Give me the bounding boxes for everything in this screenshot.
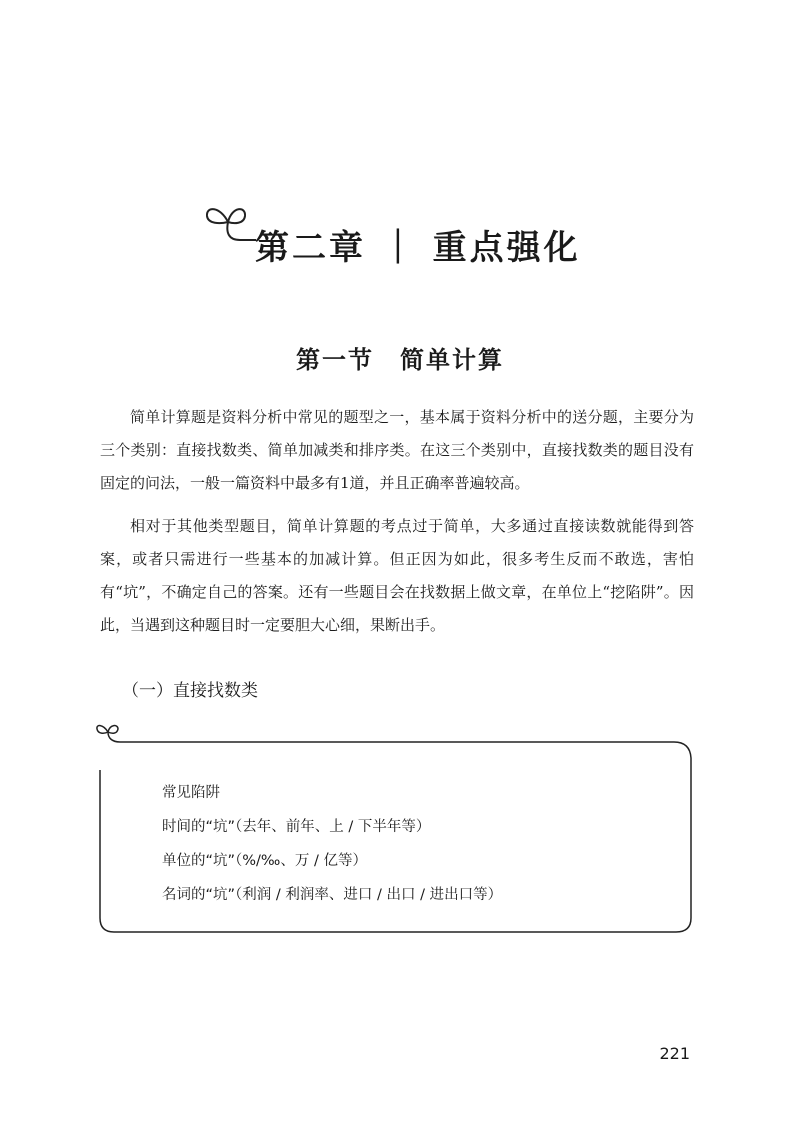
page-number: 221 bbox=[659, 1044, 690, 1063]
intro-paragraph-1: 简单计算题是资料分析中常见的题型之一，基本属于资料分析中的送分题，主要分为三个类别：直接找数类、简单加减类和排序类。在这三个类别中，直接找数类的题目没有固定的问法，一般一篇资料中最多有1道，并且正确率普遍较高。 bbox=[100, 408, 694, 492]
pitfall-item-noun: 名词的“坑”（利润 / 利润率、进口 / 出口 / 进出口等） bbox=[162, 887, 503, 903]
box-sprout-icon bbox=[97, 726, 120, 742]
chapter-sprout-icon bbox=[200, 200, 260, 250]
pitfall-item-unit: 单位的“坑”（%/‰、万 / 亿等） bbox=[162, 853, 367, 869]
section-title: 第一节 简单计算 bbox=[296, 346, 504, 374]
pitfall-item-time: 时间的“坑”（去年、前年、上 / 下半年等） bbox=[162, 819, 431, 835]
chapter-title: 第二章 ｜ 重点强化 bbox=[255, 228, 581, 268]
pitfall-box bbox=[162, 776, 502, 912]
pitfall-box-heading: 常见陷阱 bbox=[162, 785, 220, 801]
intro-paragraph-2: 相对于其他类型题目，简单计算题的考点过于简单，大多通过直接读数就能得到答案，或者只需进行一些基本的加减计算。但正因为如此，很多考生反而不敢选，害怕有“坑”，不确定自己的答案。还有一些题目会在找数据上做文章，在单位上“挖陷阱”。因此，当遇到这种题目时一定要胆大心细，果断出手。 bbox=[100, 517, 694, 634]
subsection-title: （一）直接找数类 bbox=[122, 681, 258, 701]
